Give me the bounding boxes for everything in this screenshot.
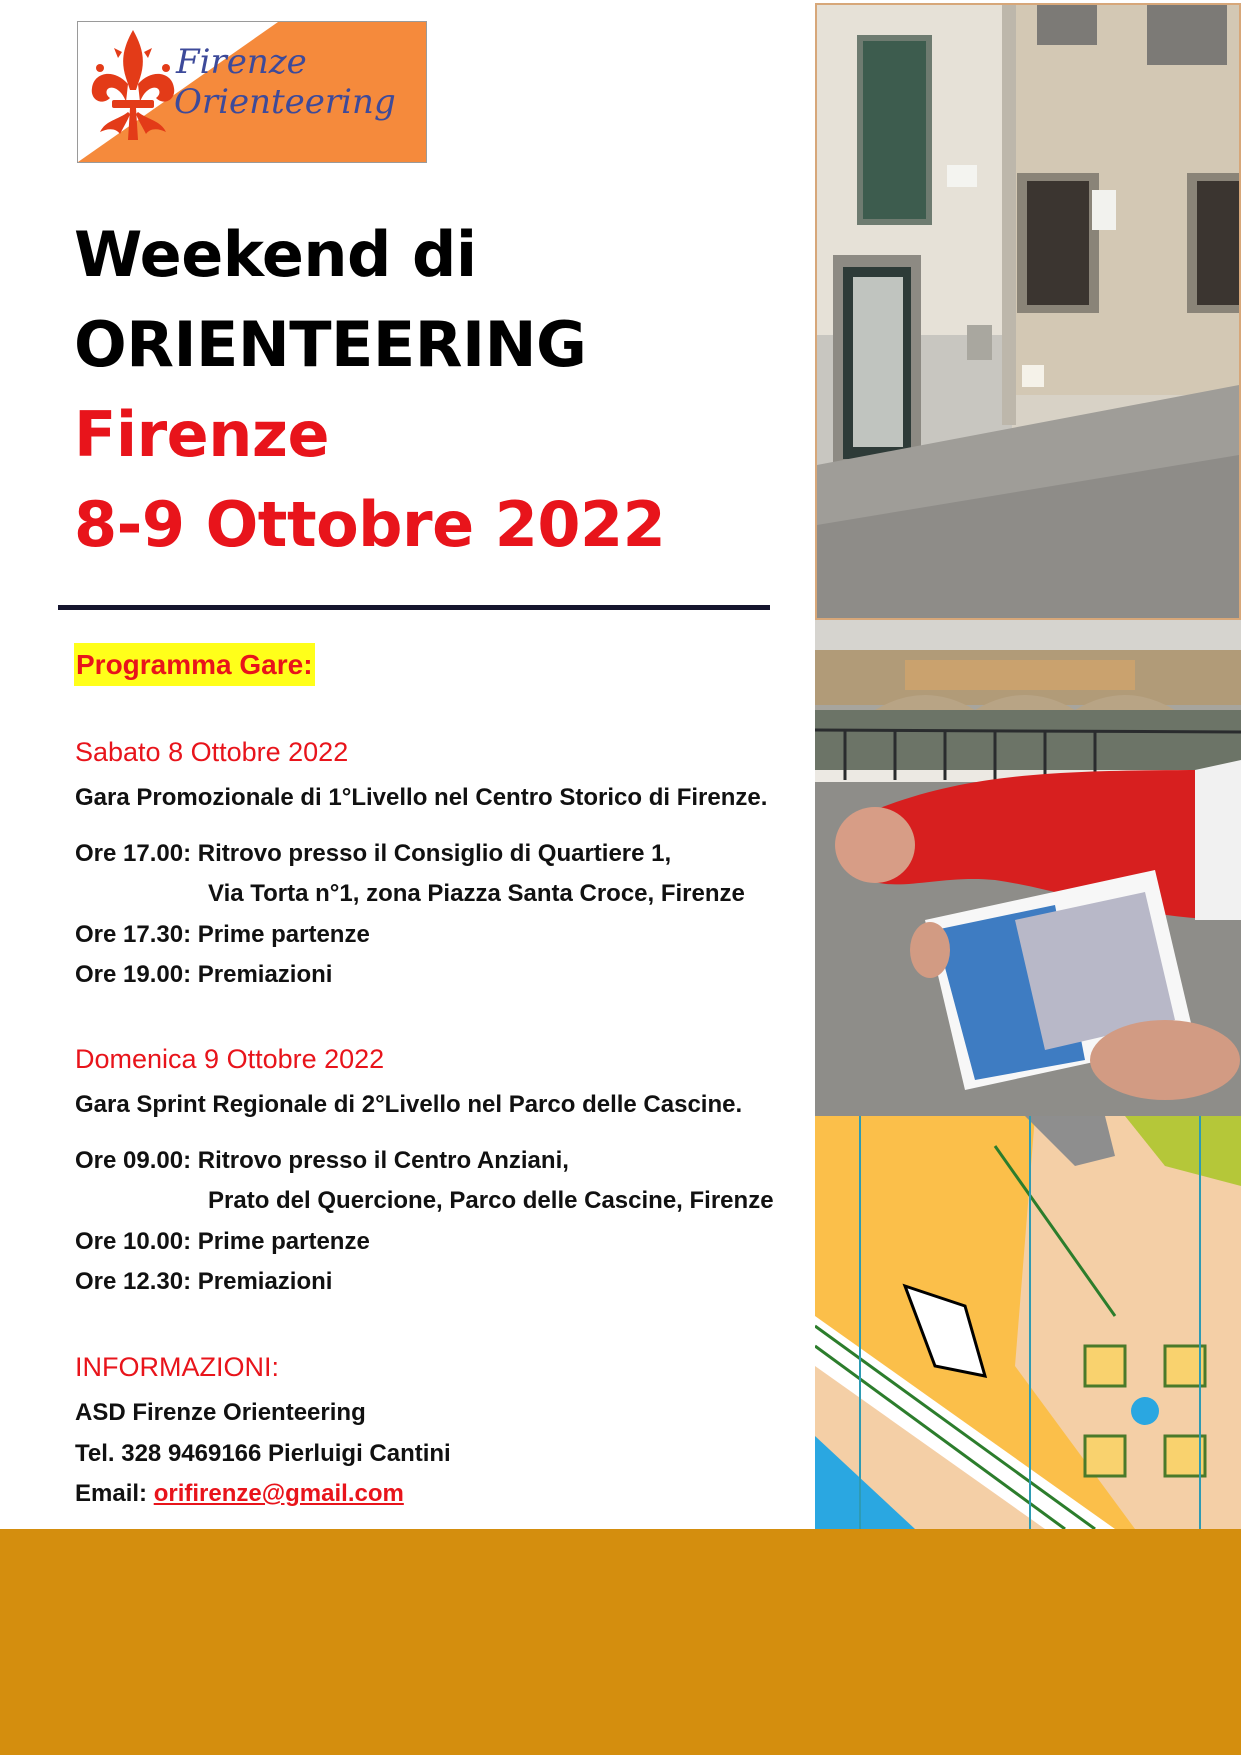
orienteering-map-image xyxy=(815,1116,1241,1529)
sabato-schedule-line: Ore 19.00: Premiazioni xyxy=(75,961,333,988)
sabato-schedule-line: Ore 17.00: Ritrovo presso il Consiglio di Quartiere 1, xyxy=(75,840,672,867)
firenze-orienteering-logo xyxy=(77,21,427,163)
info-heading: INFORMAZIONI: xyxy=(75,1352,279,1382)
sabato-description: Gara Promozionale di 1°Livello nel Centro Storico di Firenze. xyxy=(75,784,768,811)
title-divider xyxy=(58,605,770,610)
footer-band xyxy=(0,1529,1241,1755)
info-org: ASD Firenze Orienteering xyxy=(75,1399,366,1426)
programma-heading: Programma Gare: xyxy=(74,643,315,686)
title-dates: 8-9 Ottobre 2022 xyxy=(74,488,666,561)
domenica-title: Domenica 9 Ottobre 2022 xyxy=(75,1044,385,1074)
email-link[interactable]: orifirenze@gmail.com xyxy=(153,1480,404,1507)
logo-text-firenze: Firenze xyxy=(176,42,307,82)
map-in-hand-photo xyxy=(815,620,1241,1116)
sabato-title: Sabato 8 Ottobre 2022 xyxy=(75,737,349,767)
domenica-schedule-line: Prato del Quercione, Parco delle Cascine, Firenze xyxy=(208,1187,774,1214)
domenica-schedule-line: Ore 09.00: Ritrovo presso il Centro Anziani, xyxy=(75,1147,569,1174)
info-phone: Tel. 328 9469166 Pierluigi Cantini xyxy=(75,1440,451,1467)
domenica-schedule-line: Ore 10.00: Prime partenze xyxy=(75,1228,370,1255)
title-weekend: Weekend di xyxy=(74,218,477,291)
fleur-de-lis-icon xyxy=(84,28,182,152)
domenica-description: Gara Sprint Regionale di 2°Livello nel Parco delle Cascine. xyxy=(75,1091,743,1118)
sabato-schedule-line: Ore 17.30: Prime partenze xyxy=(75,921,370,948)
title-orienteering: ORIENTEERING xyxy=(74,308,587,381)
info-email-row xyxy=(75,1480,404,1508)
domenica-schedule-line: Ore 12.30: Premiazioni xyxy=(75,1268,333,1295)
street-corner-photo xyxy=(815,3,1241,620)
title-city: Firenze xyxy=(74,398,330,471)
logo-text-orienteering: Orienteering xyxy=(174,82,396,122)
info-email-label: Email: xyxy=(75,1480,154,1507)
sabato-schedule-line: Via Torta n°1, zona Piazza Santa Croce, Firenze xyxy=(208,880,745,907)
